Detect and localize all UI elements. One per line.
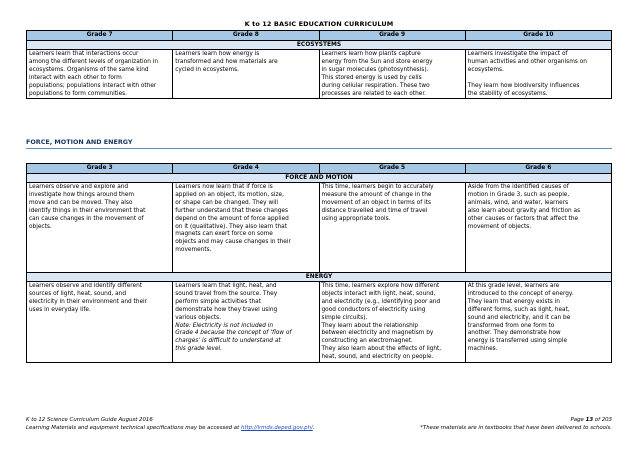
grade-10-header: Grade 10	[465, 31, 611, 41]
cell-line: sources of light, heat, sound, and	[29, 290, 127, 297]
cell-line: perform simple activities that	[175, 298, 261, 305]
cell-line: sound travel from the source. They	[175, 290, 278, 297]
page-number-value: 13	[585, 417, 594, 423]
content-row	[27, 50, 612, 99]
ecosystems-table	[26, 30, 612, 99]
cell-line: animals, wind, and water, learners	[467, 199, 569, 206]
cell-line: At this grade level, learners are	[467, 283, 560, 289]
cell-line: ecosystems. Organisms of the same kind	[29, 66, 149, 73]
section-row	[27, 273, 612, 282]
cell-line: on it (qualitative). They also learn that	[175, 223, 288, 230]
grade-6-force-cell	[465, 183, 611, 273]
cell-line: processes are related to each other.	[321, 90, 427, 97]
cell-line: This time, learners explore how different	[321, 283, 440, 289]
cell-line: Aside from the identified causes of	[467, 184, 569, 190]
cell-line: They learn that energy exists in	[467, 298, 560, 305]
cell-line: interact with each other to form	[29, 74, 122, 81]
cell-line: simple circuits).	[321, 314, 368, 321]
grade-7-ecosystems-cell	[27, 50, 173, 99]
grade-9-header: Grade 9	[319, 31, 465, 41]
grade-4-header: Grade 4	[173, 164, 319, 174]
grade-4-force-cell	[173, 183, 319, 273]
lrmds-link[interactable]: http://lrmds.deped.gov.ph/	[240, 425, 313, 431]
cell-line: between electricity and magnetism by	[321, 330, 434, 337]
cell-line: another. They demonstrate how	[467, 330, 561, 337]
cell-line: Learners learn that interactions occur	[29, 51, 139, 57]
cell-line: depend on the amount of force applied	[175, 215, 289, 222]
cell-line: further understand that these changes	[175, 207, 289, 214]
document-title: K to 12 BASIC EDUCATION CURRICULUM	[244, 20, 394, 28]
section-row	[27, 174, 612, 183]
cell-line: investigate how things around them	[29, 191, 135, 198]
grade-6-header: Grade 6	[465, 164, 611, 174]
cell-line: in sugar molecules (photosynthesis).	[321, 66, 429, 73]
grade-7-header: Grade 7	[27, 31, 173, 41]
force-and-motion-section-title: FORCE AND MOTION	[27, 174, 612, 183]
energy-section-title: ENERGY	[27, 273, 612, 282]
subheading-divider	[26, 148, 612, 149]
textbook-note: *These materials are in textbooks that have been delivered to schools.	[420, 425, 612, 431]
cell-line: objects and may cause changes in their	[175, 239, 291, 246]
cell-line: among the different levels of organization in	[29, 58, 159, 65]
cell-line: transformed from one form to	[467, 322, 555, 329]
cell-line: constructing an electromagnet.	[321, 338, 413, 345]
cell-line: This time, learners begin to accurately	[321, 184, 434, 190]
cell-line	[468, 75, 609, 83]
grade-3-force-cell	[27, 183, 173, 273]
section-subheading: FORCE, MOTION AND ENERGY	[26, 138, 133, 146]
cell-line: cycled in ecosystems.	[175, 66, 240, 73]
ecosystems-section-title: ECOSYSTEMS	[27, 41, 612, 50]
grade-3-header: Grade 3	[27, 164, 173, 174]
cell-line: distance travelled and time of travel	[321, 207, 428, 214]
grade-6-energy-cell	[465, 282, 611, 363]
grade-5-force-cell	[319, 183, 465, 273]
cell-line: different forms, such as light, heat,	[467, 306, 570, 313]
cell-line: They also learn about the effects of light,	[321, 346, 442, 353]
cell-line: applied on an object, its motion, size,	[175, 191, 284, 198]
cell-line: identify things in their environment that	[29, 207, 146, 214]
grade-header-row	[27, 164, 612, 174]
cell-line: electricity in their environment and their	[29, 298, 148, 305]
note-line: this grade level.	[175, 346, 223, 353]
curriculum-guide-label: K to 12 Science Curriculum Guide August 2016	[26, 417, 153, 423]
section-row	[27, 41, 612, 50]
cell-line: also learn about gravity and friction as	[467, 207, 581, 214]
cell-line: Learners observe and explore and	[29, 184, 129, 190]
footer-line-1	[26, 417, 612, 423]
cell-line: Learners observe and identify different	[29, 283, 143, 289]
content-row	[27, 183, 612, 273]
grade-5-energy-cell	[319, 282, 465, 363]
cell-line: machines.	[467, 346, 498, 353]
cell-line: move and can be moved. They also	[29, 199, 133, 206]
note-line: Note: Electricity is not included in	[175, 322, 274, 329]
cell-line: objects.	[29, 223, 52, 230]
page-prefix: Page	[570, 417, 586, 423]
cell-line: and electricity (e.g., identifying poor and	[321, 298, 441, 305]
cell-line: demonstrate how they travel using	[175, 306, 278, 313]
cell-line: movement of objects.	[467, 223, 532, 230]
materials-text: Learning Materials and equipment technical specifications may be accessed at	[26, 425, 241, 431]
content-row	[27, 282, 612, 363]
grade-5-header: Grade 5	[319, 164, 465, 174]
cell-line: They learn about the relationship	[321, 322, 419, 329]
cell-line: Learners learn that light, heat, and	[175, 283, 277, 289]
cell-line: energy from the Sun and store energy	[321, 58, 433, 65]
cell-line: populations to form communities.	[29, 90, 128, 97]
cell-line: movements.	[175, 247, 212, 254]
grade-header-row	[27, 31, 612, 41]
note-line: Grade 4 because the concept of ‘flow of	[175, 330, 292, 337]
grade-10-ecosystems-cell	[465, 50, 611, 99]
cell-line: objects interact with light, heat, sound,	[321, 290, 436, 297]
grade-4-energy-cell	[173, 282, 319, 363]
cell-line: other causes or factors that affect the	[467, 215, 579, 222]
cell-line: various objects.	[175, 314, 222, 321]
cell-line: Learners learn how plants capture	[321, 51, 421, 57]
cell-line: energy is transferred using simple	[467, 338, 568, 345]
cell-line: Learners now learn that if force is	[175, 184, 273, 190]
grade-8-ecosystems-cell	[173, 50, 319, 99]
footer-line-2	[26, 425, 612, 431]
cell-line: magnets can exert force on some	[175, 231, 273, 238]
cell-line: Learners learn how energy is	[175, 51, 260, 57]
cell-line: human activities and other organisms on	[467, 58, 587, 65]
cell-line: populations; populations interact with other	[29, 82, 157, 89]
cell-line: or shape can be changed. They will	[175, 199, 279, 206]
grade-9-ecosystems-cell	[319, 50, 465, 99]
grade-8-header: Grade 8	[173, 31, 319, 41]
grade-3-energy-cell	[27, 282, 173, 363]
cell-line: ecosystems.	[467, 66, 504, 73]
cell-line: uses in everyday life.	[29, 306, 91, 313]
cell-line: can cause changes in the movement of	[29, 215, 144, 222]
cell-line: introduced to the concept of energy.	[467, 290, 574, 297]
force-motion-energy-table	[26, 163, 612, 363]
page-number	[571, 417, 612, 423]
cell-line: motion in Grade 3, such as people,	[467, 191, 570, 198]
note-line: charges’ is difficult to understand at	[175, 338, 281, 345]
cell-line: using appropriate tools.	[321, 215, 391, 222]
cell-line: heat, sound, and electricity on people.	[321, 354, 434, 361]
page-suffix: of 203	[593, 417, 612, 423]
cell-line: measure the amount of change in the	[321, 191, 432, 198]
cell-line: They learn how biodiversity influences	[467, 82, 580, 89]
cell-line: sound and electricity, and it can be	[467, 314, 571, 321]
cell-line: This stored energy is used by cells	[321, 74, 422, 81]
cell-line: during cellular respiration. These two	[321, 82, 430, 89]
cell-line: Learners investigate the impact of	[467, 51, 568, 57]
cell-line: the stability of ecosystems.	[467, 90, 548, 97]
cell-line: good conductors of electricity using	[321, 306, 426, 313]
cell-line: movement of an object in terms of its	[321, 199, 431, 206]
materials-end: .	[312, 425, 315, 431]
cell-line: transformed and how materials are	[175, 58, 278, 65]
